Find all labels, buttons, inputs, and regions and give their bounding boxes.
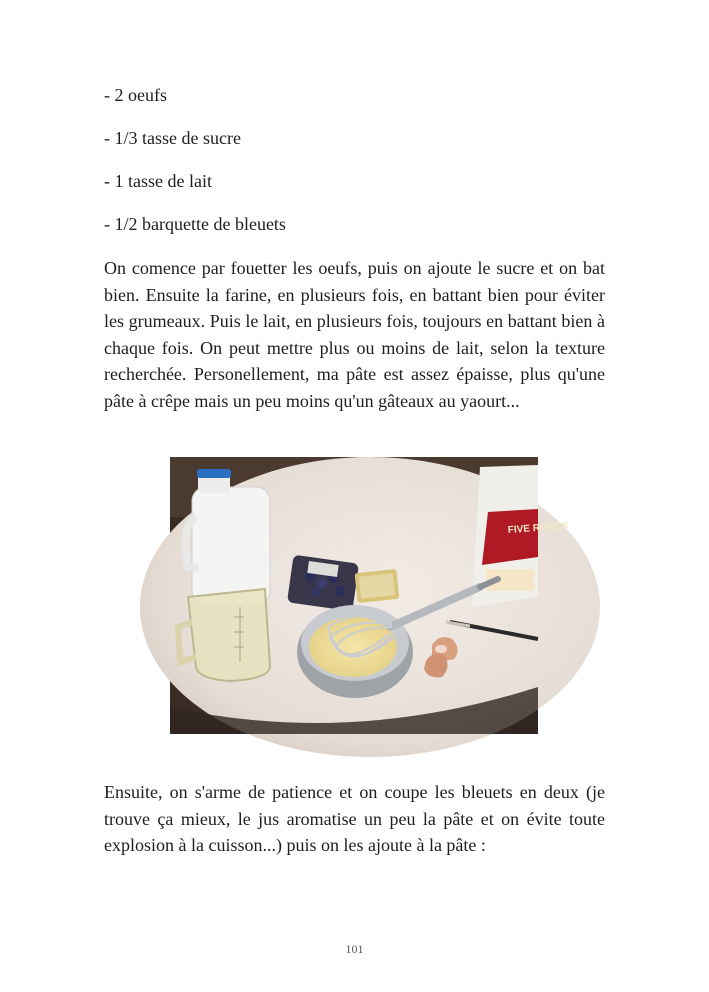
ingredient-item: - 1/3 tasse de sucre [104,128,241,148]
ingredient-item: - 1 tasse de lait [104,171,212,191]
batter-photo [170,457,569,734]
ingredient-item: - 2 oeufs [104,85,167,105]
flour-bag-label: FIVE ROSES [507,520,569,536]
page-number: 101 [345,942,364,956]
paragraph-batter-instructions: On comence par fouetter les oeufs, puis on ajoute le sucre et on bat bien. Ensuite la farine, en plusieurs fois, en battant bien pour éviter les grumeaux. Puis le lait, en plusieurs fois, toujours en battant bien à chaque fois. On peut mettre plus ou moins de lait, selon la texture recherchée. Personellement, ma pâte est assez épaisse, plus qu'une pâte à crêpe mais un peu moins qu'un gâteaux au yaourt... [104,258,605,411]
ingredient-item: - 1/2 barquette de bleuets [104,214,286,234]
paragraph-blueberries: Ensuite, on s'arme de patience et on coupe les bleuets en deux (je trouve ça mieux, le jus aromatise un peu la pâte et on évite toute explosion à la cuisson...) puis on les ajoute à la pâte : [104,782,605,855]
